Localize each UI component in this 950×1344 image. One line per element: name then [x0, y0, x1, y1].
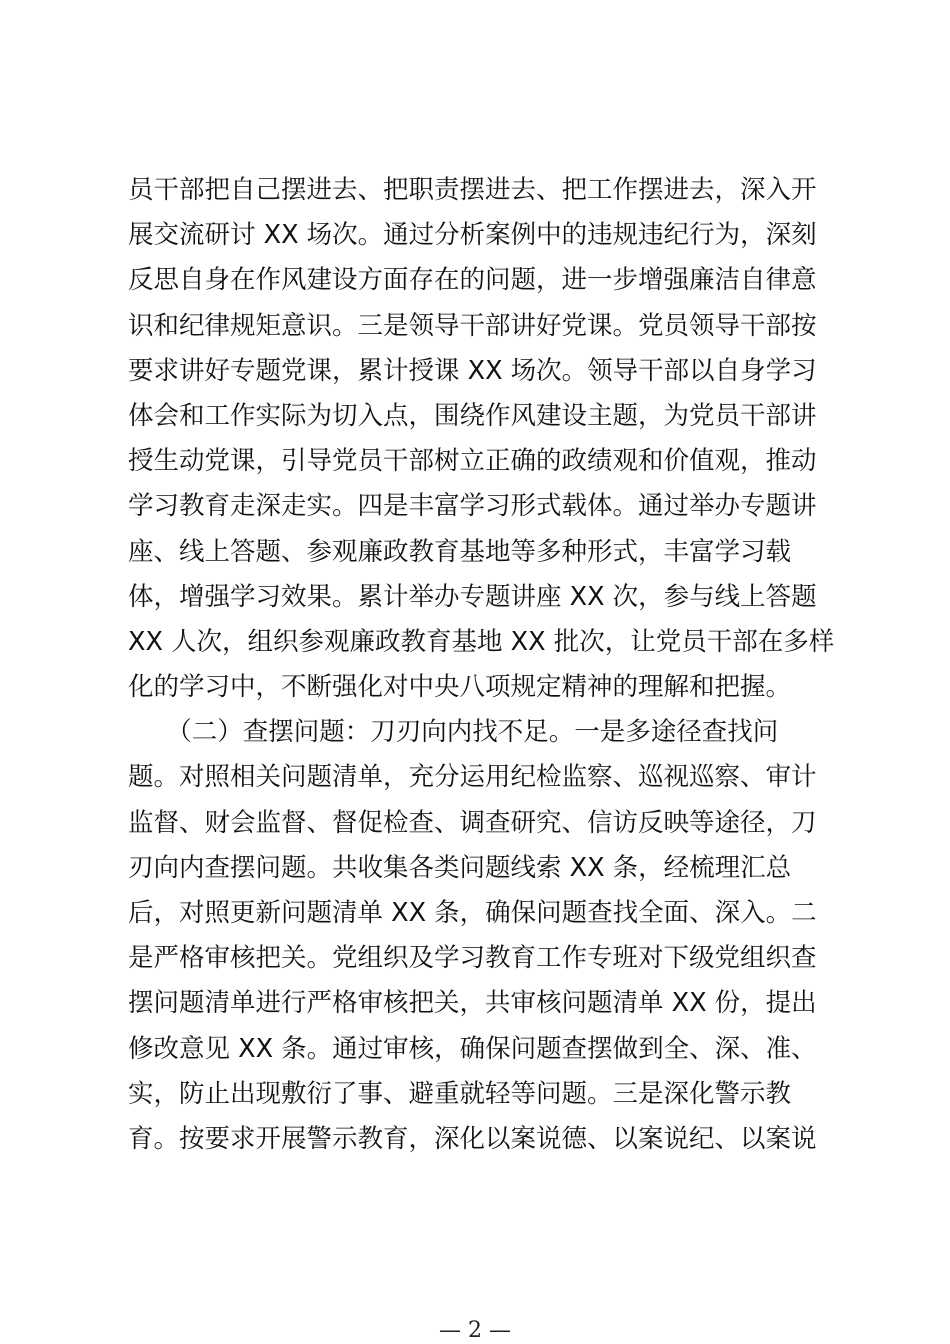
text-line: 摆问题清单进行严格审核把关，共审核问题清单 XX 份，提出 — [128, 988, 817, 1019]
text-line: 后，对照更新问题清单 XX 条，确保问题查找全面、深入。二 — [128, 898, 817, 928]
text-line: 实，防止出现敷衍了事、避重就轻等问题。三是深化警示教 — [128, 1078, 792, 1109]
text-line: 反思自身在作风建设方面存在的问题，进一步增强廉洁自律意 — [128, 265, 817, 296]
page-number: — 2 — — [439, 1318, 511, 1343]
text-line: 刃向内查摆问题。共收集各类问题线索 XX 条，经梳理汇总 — [128, 852, 792, 883]
text-line: 要求讲好专题党课，累计授课 XX 场次。领导干部以自身学习 — [128, 355, 817, 386]
text-line: 育。按要求开展警示教育，深化以案说德、以案说纪、以案说 — [128, 1123, 817, 1154]
text-line: 授生动党课，引导党员干部树立正确的政绩观和价值观，推动 — [128, 446, 817, 477]
section-heading-line: （二）查摆问题：刀刃向内找不足。一是多途径查找问 — [128, 717, 779, 748]
text-line: XX 人次，组织参观廉政教育基地 XX 批次，让党员干部在多样 — [128, 626, 835, 657]
text-line: 监督、财会监督、督促检查、调查研究、信访反映等途径，刀 — [128, 807, 817, 838]
text-line: 体会和工作实际为切入点，围绕作风建设主题，为党员干部讲 — [128, 400, 817, 431]
body-text — [128, 168, 835, 1162]
text-line: 学习教育走深走实。四是丰富学习形式载体。通过举办专题讲 — [128, 491, 817, 522]
text-line: 识和纪律规矩意识。三是领导干部讲好党课。党员领导干部按 — [128, 310, 817, 341]
text-line: 修改意见 XX 条。通过审核，确保问题查摆做到全、深、准、 — [128, 1033, 817, 1064]
text-line: 座、线上答题、参观廉政教育基地等多种形式，丰富学习载 — [128, 536, 792, 567]
text-line: 展交流研讨 XX 场次。通过分析案例中的违规违纪行为，深刻 — [128, 220, 817, 251]
text-line: 是严格审核把关。党组织及学习教育工作专班对下级党组织查 — [128, 943, 817, 974]
text-line: 员干部把自己摆进去、把职责摆进去、把工作摆进去，深入开 — [128, 175, 817, 205]
text-line: 化的学习中，不断强化对中央八项规定精神的理解和把握。 — [128, 672, 792, 703]
text-line: 体，增强学习效果。累计举办专题讲座 XX 次，参与线上答题 — [128, 581, 817, 612]
text-line: 题。对照相关问题清单，充分运用纪检监察、巡视巡察、审计 — [128, 762, 817, 793]
